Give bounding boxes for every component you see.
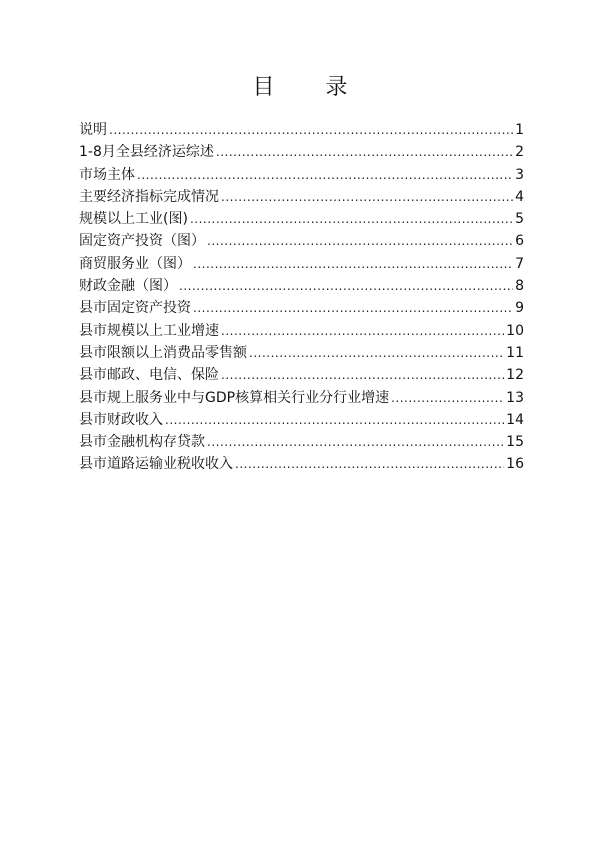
toc-entry-label: 规模以上工业(图) — [79, 211, 188, 228]
toc-entry — [79, 453, 524, 475]
toc-entry-page-number: 9 — [515, 300, 524, 317]
toc-leader-dots — [391, 387, 504, 409]
toc-entry-page-number: 3 — [515, 166, 524, 183]
toc-entry — [79, 342, 524, 364]
toc-entry-page-number: 2 — [515, 144, 524, 161]
toc-entry-page-number: 5 — [515, 211, 524, 228]
toc-entry — [79, 119, 524, 141]
toc-leader-dots — [207, 431, 504, 453]
toc-entry-page-number: 6 — [515, 233, 524, 250]
toc-leader-dots — [221, 320, 504, 342]
toc-leader-dots — [249, 342, 504, 364]
toc-entry-page-number: 16 — [506, 456, 524, 473]
toc-leader-dots — [216, 141, 513, 163]
toc-entry-label: 说明 — [79, 122, 107, 138]
toc-leader-dots — [207, 230, 513, 252]
toc-entry — [79, 141, 524, 163]
toc-entry-label: 县市邮政、电信、保险 — [79, 367, 219, 384]
toc-entry-page-number: 13 — [506, 389, 524, 406]
toc-entry — [79, 364, 524, 386]
toc-entry-page-number: 1 — [515, 122, 524, 138]
toc-entry — [79, 409, 524, 431]
toc-entry-label: 县市财政收入 — [79, 411, 163, 428]
toc-leader-dots — [165, 409, 504, 431]
toc-leader-dots — [137, 164, 513, 186]
toc-entry-label: 县市道路运输业税收收入 — [79, 456, 233, 473]
toc-leader-dots — [179, 275, 513, 297]
table-of-contents — [79, 119, 524, 476]
toc-entry — [79, 230, 524, 252]
toc-leader-dots — [193, 253, 513, 275]
toc-entry-label: 县市固定资产投资 — [79, 300, 191, 317]
toc-entry — [79, 186, 524, 208]
toc-entry-page-number: 12 — [506, 367, 524, 384]
toc-leader-dots — [190, 208, 513, 230]
toc-entry — [79, 297, 524, 319]
toc-entry — [79, 320, 524, 342]
toc-leader-dots — [193, 297, 513, 319]
toc-entry — [79, 164, 524, 186]
toc-entry-page-number: 11 — [506, 344, 524, 361]
toc-entry-page-number: 4 — [515, 188, 524, 205]
toc-entry-page-number: 10 — [506, 322, 524, 339]
toc-entry-label: 县市限额以上消费品零售额 — [79, 344, 247, 361]
toc-entry-label: 1-8月全县经济运综述 — [79, 144, 214, 161]
toc-entry-label: 县市规上服务业中与GDP核算相关行业分行业增速 — [79, 389, 390, 406]
toc-entry-page-number: 14 — [506, 411, 524, 428]
toc-entry — [79, 253, 524, 275]
toc-entry — [79, 431, 524, 453]
toc-entry-label: 县市规模以上工业增速 — [79, 322, 219, 339]
toc-entry — [79, 208, 524, 230]
toc-leader-dots — [235, 453, 504, 475]
toc-entry — [79, 275, 524, 297]
toc-entry-page-number: 7 — [515, 255, 524, 272]
page-title: 目 录 — [252, 75, 370, 100]
toc-entry-label: 市场主体 — [79, 166, 135, 183]
toc-entry-label: 县市金融机构存贷款 — [79, 434, 205, 451]
toc-leader-dots — [109, 119, 513, 141]
toc-entry-label: 商贸服务业（图） — [79, 255, 191, 272]
toc-entry-label: 财政金融（图） — [79, 278, 177, 295]
toc-leader-dots — [221, 186, 513, 208]
toc-entry-label: 固定资产投资（图） — [79, 233, 205, 250]
toc-entry-page-number: 8 — [515, 278, 524, 295]
toc-entry-page-number: 15 — [506, 434, 524, 451]
toc-entry — [79, 387, 524, 409]
toc-entry-label: 主要经济指标完成情况 — [79, 188, 219, 205]
toc-leader-dots — [221, 364, 504, 386]
